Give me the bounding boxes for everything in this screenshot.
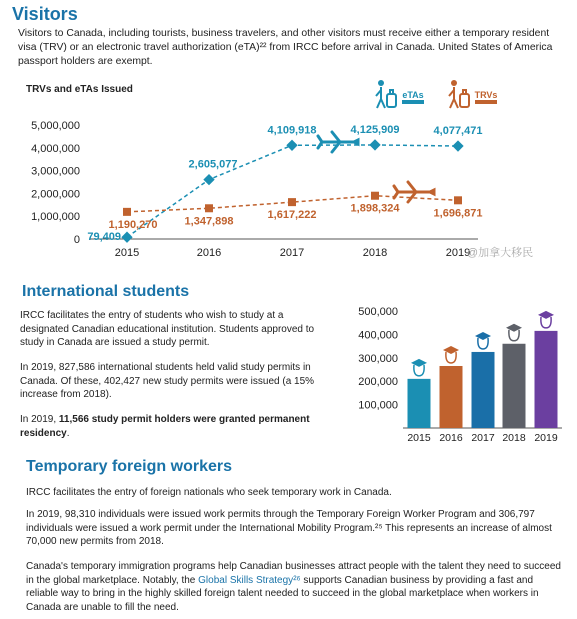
- data-point: [203, 174, 214, 185]
- legend-item-etas: [376, 80, 424, 108]
- legend-label-trvs: TRVs: [474, 90, 498, 100]
- data-point: [454, 196, 462, 204]
- traveler-icon: [449, 80, 469, 108]
- x-tick-label: 2016: [439, 432, 463, 444]
- footnote-marker: ²⁶: [293, 574, 301, 586]
- graduate-icon: [506, 324, 522, 341]
- legend-swatch-trvs: [475, 100, 497, 104]
- data-point: [369, 139, 380, 150]
- students-paragraph-2: In 2019, 827,586 international students held valid study permits in Canada. Of these, 402,427 new study permits were issued (a 15% increase from 2018).: [20, 362, 315, 400]
- students-p3-prefix: In 2019,: [20, 414, 59, 425]
- y-tick-label: 5,000,000: [31, 120, 80, 132]
- bar: [408, 379, 431, 428]
- data-label: 1,898,324: [350, 202, 400, 215]
- watermark: @加拿大移民: [466, 247, 534, 259]
- students-p3-bold: 11,566 study permit holders were granted permanent residency: [20, 414, 310, 439]
- y-tick-label: 1,000,000: [31, 211, 80, 224]
- data-label: 79,409: [87, 231, 121, 244]
- x-tick-label: 2019: [534, 432, 558, 444]
- data-label: 1,190,270: [108, 218, 158, 231]
- x-tick-label: 2017: [471, 432, 495, 444]
- graduate-icon: [538, 311, 554, 328]
- workers-paragraph-2: In 2019, 98,310 individuals were issued work permits through the Temporary Foreign Worker Program and 306,797 individuals were issued a work permit under the International Mobility Program.²⁵ This represents an increase of almost 70,000 new permits from 2018.: [26, 509, 552, 547]
- x-tick-label: 2015: [114, 247, 140, 259]
- legend-item-trvs: [449, 80, 497, 108]
- traveler-icon: [376, 80, 396, 108]
- bar: [440, 366, 463, 428]
- y-tick-label: 2,000,000: [31, 188, 80, 201]
- data-point: [286, 140, 297, 151]
- workers-p3-b: supports Canadian business by providing a fast and reliable way to bring in the highly skilled foreign talent needed to succeed in the global marketplace when workers in Canada are unable to fill the need.: [26, 574, 539, 613]
- y-tick-label: 200,000: [358, 376, 398, 389]
- y-tick-label: 400,000: [358, 329, 398, 342]
- data-point: [371, 192, 379, 200]
- students-paragraph-3: [20, 413, 330, 440]
- students-paragraph-1: IRCC facilitates the entry of students who wish to study at a designated Canadian educational institution. Students approved to study in Canada are issued a study permit.: [20, 310, 315, 348]
- y-tick-label: 300,000: [358, 352, 398, 365]
- global-skills-strategy-link[interactable]: Global Skills Strategy: [198, 574, 294, 586]
- y-tick-label: 100,000: [358, 399, 398, 412]
- chart-legend: [376, 80, 497, 108]
- data-label: 2,605,077: [188, 158, 238, 171]
- y-tick-label: 3,000,000: [31, 165, 80, 178]
- bar: [472, 352, 495, 428]
- visitors-heading: Visitors: [12, 4, 78, 24]
- data-point: [288, 198, 296, 206]
- x-tick-label: 2015: [407, 432, 431, 444]
- data-label: 1,347,898: [184, 215, 234, 228]
- graduate-icon: [475, 332, 491, 349]
- visitors-line-chart: [0, 90, 577, 268]
- graduate-icon: [443, 346, 459, 363]
- data-label: 4,109,918: [267, 124, 317, 137]
- students-bar-chart: [340, 295, 565, 445]
- graduate-icon: [411, 359, 427, 376]
- workers-p3-a: Canada's temporary immigration programs help Canadian businesses attract people with the talent they need to succeed in the global marketplace. Notably, the: [26, 561, 561, 586]
- data-label: 1,617,222: [267, 209, 317, 222]
- data-label: 4,077,471: [433, 125, 483, 138]
- data-point: [452, 140, 463, 151]
- students-heading: International students: [22, 283, 190, 300]
- x-tick-label: 2017: [279, 247, 305, 259]
- x-tick-label: 2016: [196, 247, 222, 259]
- data-point: [123, 208, 131, 216]
- workers-paragraph-3: [26, 560, 566, 614]
- y-tick-label: 4,000,000: [31, 142, 80, 155]
- visitors-intro: Visitors to Canada, including tourists, business travelers, and other visitors must receive either a temporary resident visa (TRV) or an electronic travel authorization (eTA)²² from IRCC before arrival in Canada. United States of America passport holders are exempt.: [18, 28, 553, 67]
- workers-heading: Temporary foreign workers: [26, 458, 232, 475]
- data-point: [205, 204, 213, 212]
- chart-title: TRVs and eTAs Issued: [26, 84, 133, 95]
- bar: [503, 344, 526, 428]
- bar: [535, 331, 558, 428]
- x-tick-label: 2018: [362, 247, 388, 259]
- workers-paragraph-1: IRCC facilitates the entry of foreign nationals who seek temporary work in Canada.: [26, 487, 392, 498]
- x-tick-label: 2019: [445, 247, 471, 259]
- data-point: [121, 232, 132, 243]
- data-label: 1,696,871: [433, 207, 483, 220]
- y-tick-label: 500,000: [358, 306, 398, 318]
- legend-swatch-etas: [402, 100, 424, 104]
- data-label: 4,125,909: [350, 123, 400, 136]
- x-tick-label: 2018: [502, 432, 526, 444]
- students-p3-suffix: .: [66, 427, 70, 439]
- legend-label-etas: eTAs: [402, 90, 424, 100]
- y-tick-label: 0: [73, 234, 80, 246]
